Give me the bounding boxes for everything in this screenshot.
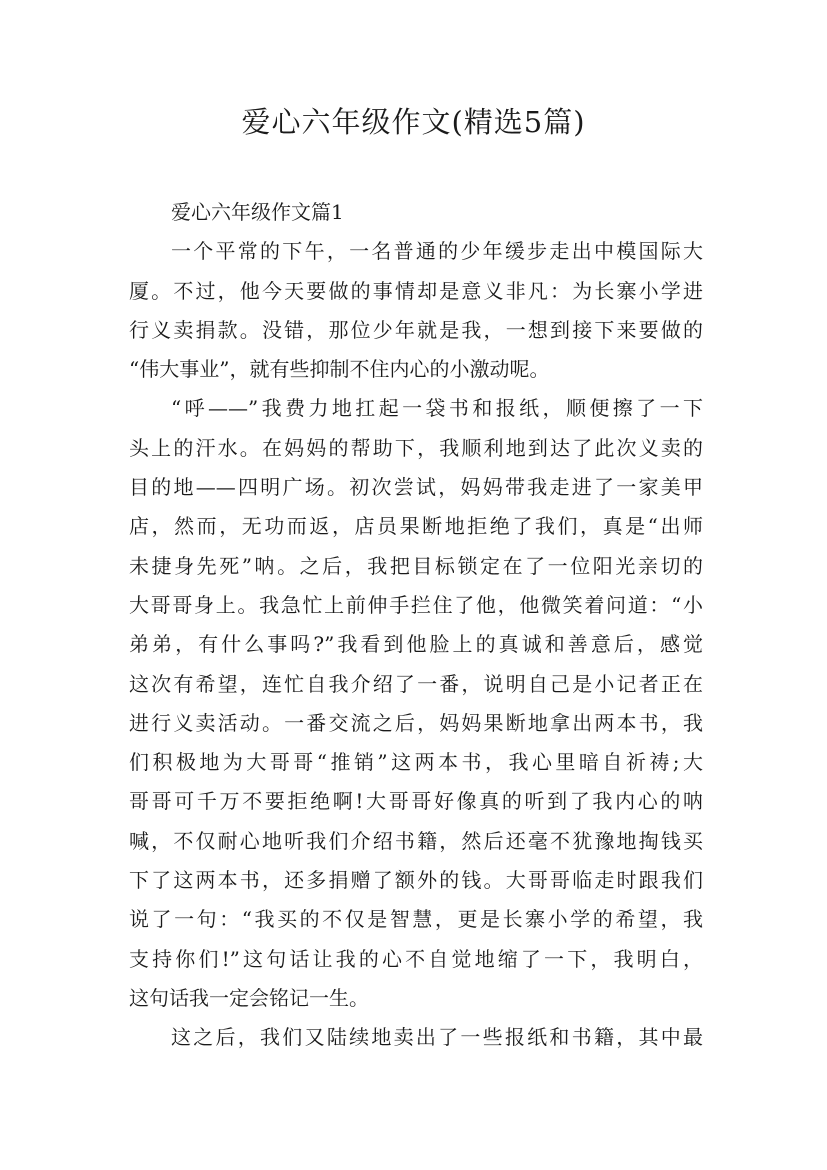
text-line: 支持你们!”这句话让我的心不自觉地缩了一下，我明白，: [129, 946, 703, 971]
text-line: 未捷身先死”呐。之后，我把目标锁定在了一位阳光亲切的: [129, 553, 703, 578]
section-heading: 爱心六年级作文篇1: [171, 200, 344, 224]
text-line: 喊，不仅耐心地听我们介绍书籍，然后还毫不犹豫地掏钱买: [129, 828, 703, 853]
text-line: 下了这两本书，还多捐赠了额外的钱。大哥哥临走时跟我们: [129, 868, 703, 893]
text-line: 们积极地为大哥哥“推销”这两本书，我心里暗自祈祷;大: [129, 750, 703, 775]
text-line: 店，然而，无功而返，店员果断地拒绝了我们，真是“出师: [129, 514, 703, 539]
text-line: 这之后，我们又陆续地卖出了一些报纸和书籍，其中最: [171, 1025, 703, 1050]
text-line: 目的地——四明广场。初次尝试，妈妈带我走进了一家美甲: [129, 475, 703, 500]
text-line: 行义卖捐款。没错，那位少年就是我，一想到接下来要做的: [129, 317, 703, 342]
text-line: 大哥哥身上。我急忙上前伸手拦住了他，他微笑着问道：“小: [129, 592, 703, 617]
text-line: 说了一句：“我买的不仅是智慧，更是长寨小学的希望，我: [129, 907, 703, 932]
document-title: 爱心六年级作文(精选5篇): [241, 105, 586, 139]
text-line: 头上的汗水。在妈妈的帮助下，我顺利地到达了此次义卖的: [129, 435, 703, 460]
text-line: 这次有希望，连忙自我介绍了一番，说明自己是小记者正在: [129, 671, 703, 696]
document-body: [129, 193, 703, 1058]
text-line: 弟弟，有什么事吗?”我看到他脸上的真诚和善意后，感觉: [129, 632, 703, 657]
text-line: 进行义卖活动。一番交流之后，妈妈果断地拿出两本书，我: [129, 710, 703, 735]
text-line: 这句话我一定会铭记一生。: [129, 985, 369, 1010]
text-line: 厦。不过，他今天要做的事情却是意义非凡：为长寨小学进: [129, 278, 703, 303]
text-line: 一个平常的下午，一名普通的少年缓步走出中模国际大: [171, 239, 703, 264]
text-line: “伟大事业”，就有些抑制不住内心的小激动呢。: [129, 357, 550, 382]
text-line: “呼——”我费力地扛起一袋书和报纸，顺便擦了一下: [171, 396, 703, 421]
text-line: 哥哥可千万不要拒绝啊!大哥哥好像真的听到了我内心的呐: [129, 789, 703, 814]
